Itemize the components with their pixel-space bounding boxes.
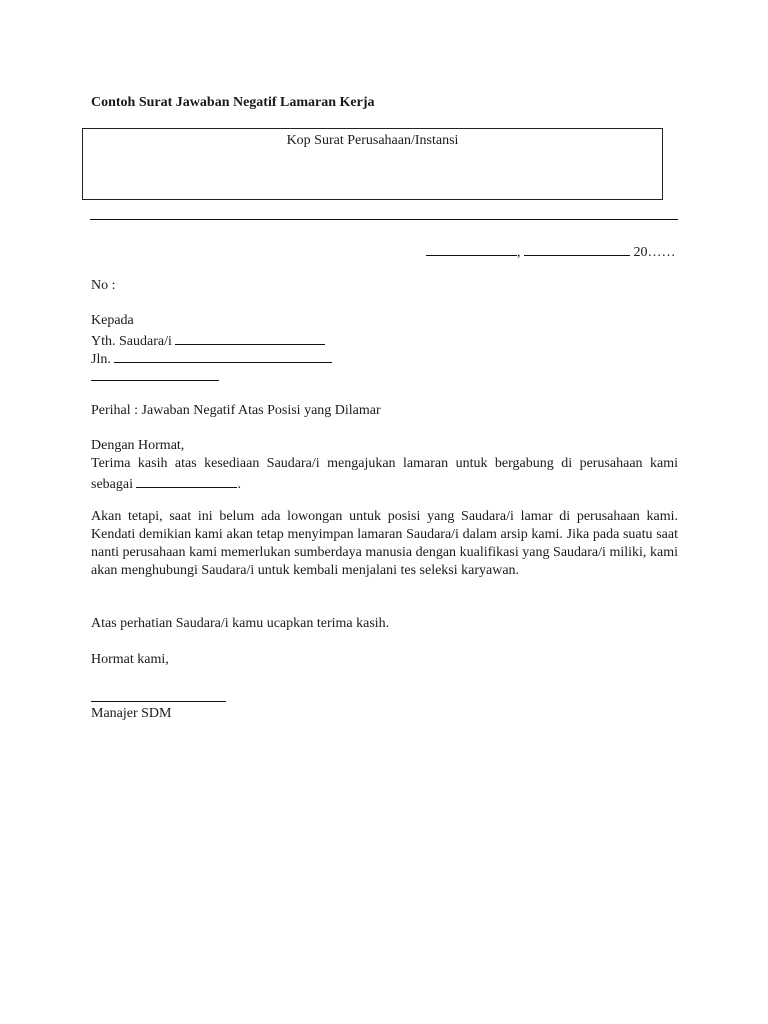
document-title: Contoh Surat Jawaban Negatif Lamaran Kerja [91, 95, 375, 110]
greeting: Dengan Hormat, [91, 438, 185, 453]
date-comma: , [517, 245, 521, 260]
subject-line: Perihal : Jawaban Negatif Atas Posisi yang Dilamar [91, 403, 381, 418]
paragraph-intro-end: . [237, 477, 241, 492]
paragraph-intro-text: Terima kasih atas kesediaan Saudara/i mengajukan lamaran untuk bergabung di perusahaan kami sebagai [91, 456, 678, 492]
paragraph-body [91, 508, 678, 580]
recipient-address-blank [114, 348, 332, 363]
sign-off: Hormat kami, [91, 652, 169, 667]
signature-blank [91, 701, 226, 702]
recipient-name-blank [175, 330, 325, 345]
date-year-suffix: 20…… [630, 245, 676, 260]
header-divider [90, 219, 678, 220]
letterhead-text: Kop Surat Perusahaan/Instansi [286, 133, 459, 148]
recipient-extra-blank [91, 380, 219, 381]
recipient-address-line [91, 348, 332, 369]
closing-thanks: Atas perhatian Saudara/i kamu ucapkan terima kasih. [91, 616, 390, 631]
date-blank [524, 241, 630, 256]
recipient-address-label: Jln. [91, 352, 115, 367]
recipient-name-label: Yth. Saudara/i [91, 334, 176, 349]
place-blank [426, 241, 517, 256]
signatory-title: Manajer SDM [91, 706, 172, 721]
letter-number: No : [91, 278, 116, 293]
paragraph-body-text: Akan tetapi, saat ini belum ada lowongan untuk posisi yang Saudara/i lamar di perusahaan kami. Kendati demikian kami akan tetap menyimpan lamaran Saudara/i dalam arsip kami. Jika pada suatu saat nanti perusahaan kami memerlukan sumberdaya manusia dengan kualifikasi yang Saudara/i miliki, kami akan menghubungi Saudara/i untuk kembali menjalani tes seleksi karyawan. [91, 509, 678, 578]
paragraph-intro [91, 455, 678, 494]
recipient-to-label: Kepada [91, 313, 134, 328]
date-line [426, 241, 678, 262]
letterhead-box [82, 128, 663, 200]
position-blank [136, 473, 237, 488]
